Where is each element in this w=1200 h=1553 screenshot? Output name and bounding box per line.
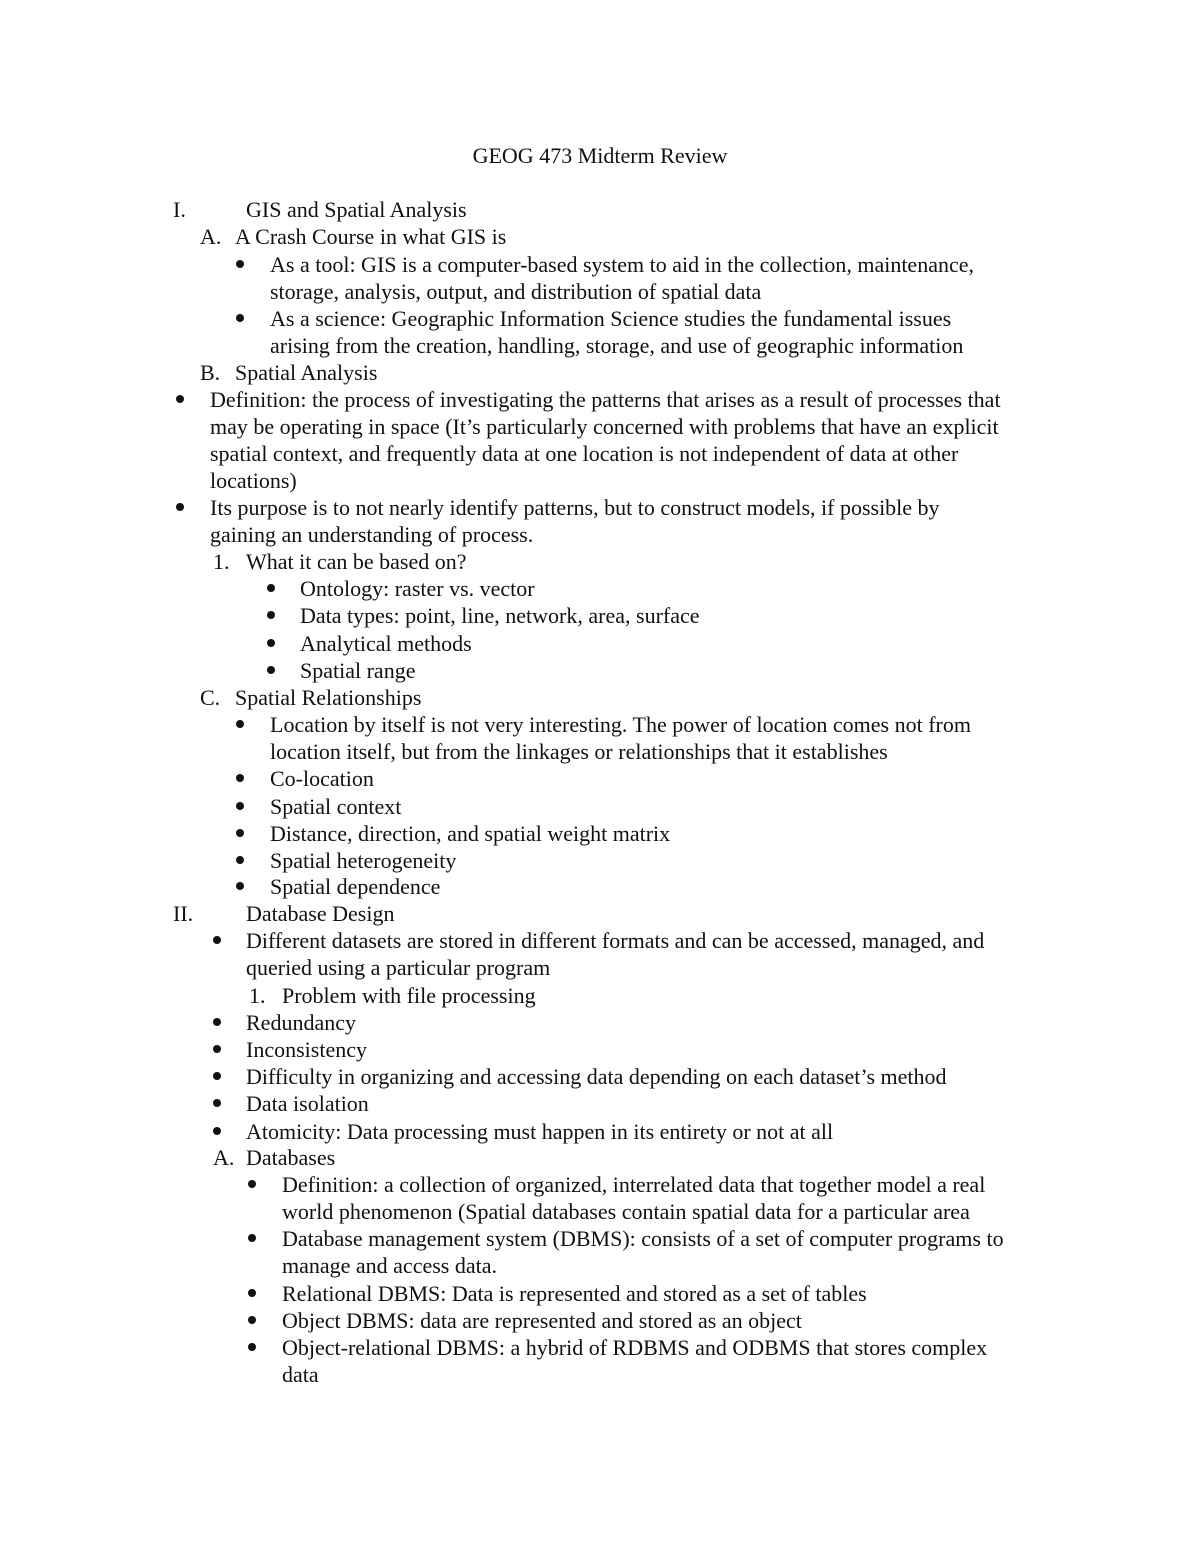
list-item-line: data	[282, 1362, 319, 1387]
list-item-line: Its purpose is to not nearly identify patterns, but to construct models, if possible by	[210, 495, 940, 520]
bullet-icon	[213, 1045, 221, 1053]
list-item-line: Definition: a collection of organized, interrelated data that together model a real	[282, 1172, 986, 1197]
bullet-icon	[236, 802, 244, 810]
list-item-line: gaining an understanding of process.	[210, 522, 534, 547]
subsection-1c-heading: Spatial Relationships	[235, 685, 422, 710]
list-item-line: may be operating in space (It’s particularly concerned with problems that have an explicit	[210, 414, 999, 439]
list-item-line: Object DBMS: data are represented and stored as an object	[282, 1308, 802, 1333]
bullet-icon	[236, 829, 244, 837]
bullet-icon	[213, 1127, 221, 1135]
list-item-line: Different datasets are stored in different formats and can be accessed, managed, and	[246, 928, 985, 953]
list-item-line: Atomicity: Data processing must happen in its entirety or not at all	[246, 1119, 834, 1144]
section-1-marker: I.	[173, 197, 186, 222]
list-item-line: Spatial dependence	[270, 874, 441, 899]
bullet-icon	[267, 611, 275, 619]
list-item-line: Object-relational DBMS: a hybrid of RDBMS and ODBMS that stores complex	[282, 1335, 988, 1360]
section-2-heading: Database Design	[246, 901, 395, 926]
numbered-item-marker: 1.	[213, 549, 230, 574]
list-item-line: queried using a particular program	[246, 955, 551, 980]
list-item-line: Spatial range	[300, 658, 416, 683]
bullet-icon	[248, 1343, 256, 1351]
list-item-line: As a science: Geographic Information Science studies the fundamental issues	[270, 306, 952, 331]
bullet-icon	[248, 1289, 256, 1297]
subsection-2a-marker: A.	[213, 1145, 235, 1170]
subsection-2a-heading: Databases	[246, 1145, 336, 1170]
bullet-icon	[236, 774, 244, 782]
bullet-icon	[236, 856, 244, 864]
list-item-line: Difficulty in organizing and accessing data depending on each dataset’s method	[246, 1064, 947, 1089]
numbered-item-heading: Problem with file processing	[282, 983, 536, 1008]
list-item-line: spatial context, and frequently data at one location is not independent of data at other	[210, 441, 959, 466]
list-item-line: Distance, direction, and spatial weight matrix	[270, 821, 671, 846]
numbered-item-heading: What it can be based on?	[246, 549, 467, 574]
bullet-icon	[213, 936, 221, 944]
bullet-icon	[236, 720, 244, 728]
section-2-marker: II.	[173, 901, 194, 926]
numbered-item-marker: 1.	[249, 983, 266, 1008]
bullet-icon	[236, 882, 244, 890]
list-item-line: locations)	[210, 468, 297, 493]
document-title: GEOG 473 Midterm Review	[472, 143, 728, 168]
list-item-line: Ontology: raster vs. vector	[300, 576, 535, 601]
bullet-icon	[213, 1072, 221, 1080]
bullet-icon	[267, 639, 275, 647]
subsection-1c-marker: C.	[200, 685, 221, 710]
list-item-line: Spatial context	[270, 794, 402, 819]
list-item-line: Database management system (DBMS): consists of a set of computer programs to	[282, 1226, 1004, 1251]
list-item-line: Location by itself is not very interesting. The power of location comes not from	[270, 712, 971, 737]
bullet-icon	[176, 503, 184, 511]
bullet-icon	[213, 1018, 221, 1026]
bullet-icon	[236, 260, 244, 268]
bullet-icon	[267, 666, 275, 674]
section-1-heading: GIS and Spatial Analysis	[246, 197, 467, 222]
list-item-line: manage and access data.	[282, 1253, 497, 1278]
list-item-line: Analytical methods	[300, 631, 472, 656]
list-item-line: Redundancy	[246, 1010, 356, 1035]
list-item-line: As a tool: GIS is a computer-based system to aid in the collection, maintenance,	[270, 252, 974, 277]
bullet-icon	[267, 584, 275, 592]
bullet-icon	[176, 395, 184, 403]
list-item-line: Data isolation	[246, 1091, 369, 1116]
subsection-1a-heading: A Crash Course in what GIS is	[235, 224, 507, 249]
list-item-line: Data types: point, line, network, area, surface	[300, 603, 700, 628]
list-item-line: Relational DBMS: Data is represented and stored as a set of tables	[282, 1281, 867, 1306]
list-item-line: storage, analysis, output, and distribution of spatial data	[270, 279, 762, 304]
subsection-1a-marker: A.	[200, 224, 222, 249]
bullet-icon	[248, 1316, 256, 1324]
bullet-icon	[213, 1099, 221, 1107]
bullet-icon	[248, 1234, 256, 1242]
bullet-icon	[248, 1180, 256, 1188]
list-item-line: Spatial heterogeneity	[270, 848, 457, 873]
list-item-line: Co-location	[270, 766, 374, 791]
subsection-1b-marker: B.	[200, 360, 221, 385]
list-item-line: arising from the creation, handling, storage, and use of geographic information	[270, 333, 964, 358]
bullet-icon	[236, 314, 244, 322]
list-item-line: Definition: the process of investigating the patterns that arises as a result of processes that	[210, 387, 1001, 412]
list-item-line: Inconsistency	[246, 1037, 367, 1062]
list-item-line: world phenomenon (Spatial databases contain spatial data for a particular area	[282, 1199, 970, 1224]
list-item-line: location itself, but from the linkages or relationships that it establishes	[270, 739, 888, 764]
subsection-1b-heading: Spatial Analysis	[235, 360, 378, 385]
